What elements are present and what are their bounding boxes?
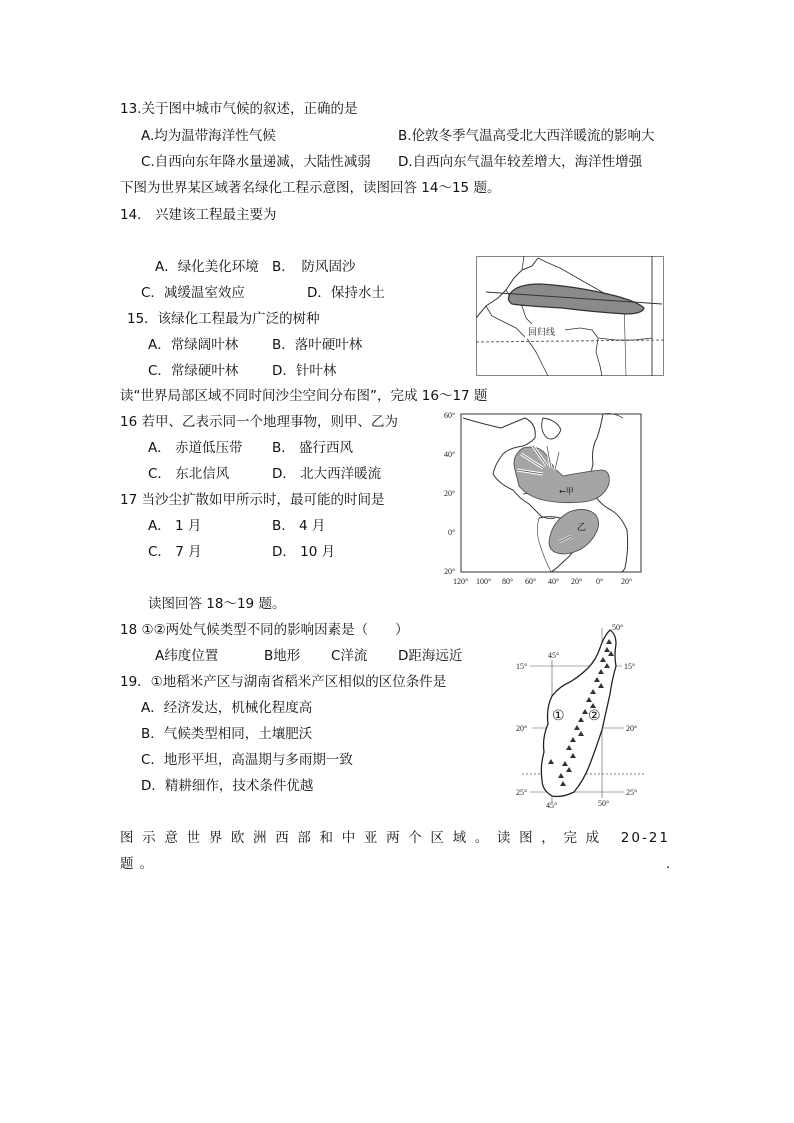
q18-option-a: A纬度位置	[155, 648, 219, 664]
intro-14-15: 下图为世界某区域著名绿化工程示意图，读图回答 14～15 题。	[120, 180, 501, 196]
lat-label: 25°	[516, 788, 528, 797]
tropic-label: 回归线	[528, 327, 556, 337]
q13-option-d: D.自西向东气温年较差增大，海洋性增强	[398, 154, 643, 170]
jia-label: ←甲	[559, 487, 574, 496]
q18-option-b: B地形	[264, 648, 301, 664]
q13-option-c: C.自西向东年降水量递减，大陆性减弱	[141, 154, 371, 170]
q17-stem: 17 当沙尘扩散如甲所示时，最可能的时间是	[120, 492, 385, 508]
lon-label: 20°	[621, 577, 633, 586]
q15-option-b: B．落叶硬叶林	[272, 337, 363, 353]
lat-label: 15°	[516, 662, 528, 671]
dust-map	[443, 408, 645, 588]
lon-label: 45°	[546, 801, 558, 810]
greenbelt-map	[476, 256, 664, 376]
lon-label: 45°	[548, 651, 560, 660]
q17-option-c: C． 7 月	[148, 544, 202, 560]
region-1-marker: ①	[552, 708, 565, 724]
q17-option-a: A． 1 月	[148, 518, 202, 534]
lat-label: 40°	[444, 450, 456, 459]
q15-option-a: A．常绿阔叶林	[148, 337, 239, 353]
q14-option-c: C．减缓温室效应	[141, 285, 245, 301]
lon-label: 80°	[502, 577, 514, 586]
intro-20-21-line2: 题。	[120, 856, 159, 872]
trailing-dot: .	[666, 856, 671, 872]
q13-stem: 13.关于图中城市气候的叙述，正确的是	[120, 101, 358, 117]
intro-18-19: 读图回答 18～19 题。	[148, 596, 286, 612]
q19-option-d: D．精耕细作，技术条件优越	[141, 778, 314, 794]
q15-stem: 15．该绿化工程最为广泛的树种	[127, 311, 320, 327]
q16-option-a: A． 赤道低压带	[148, 440, 243, 456]
lat-label: 0°	[448, 528, 456, 537]
q15-option-d: D．针叶林	[272, 363, 337, 379]
q18-stem: 18 ①②两处气候类型不同的影响因素是（ ）	[120, 622, 409, 638]
lat-label: 15°	[624, 662, 636, 671]
region-2-marker: ②	[588, 708, 601, 724]
lat-label: 20°	[444, 489, 456, 498]
lat-label: 20°	[626, 724, 638, 733]
lon-label: 60°	[525, 577, 537, 586]
q16-option-d: D． 北大西洋暖流	[272, 466, 382, 482]
q19-option-a: A．经济发达，机械化程度高	[141, 700, 313, 716]
q16-option-b: B． 盛行西风	[272, 440, 354, 456]
q17-option-d: D． 10 月	[272, 544, 336, 560]
madagascar-map	[512, 620, 652, 810]
lon-label: 50°	[598, 799, 610, 808]
q16-option-c: C． 东北信风	[148, 466, 230, 482]
q19-stem: 19．①地稻米产区与湖南省稻米产区相似的区位条件是	[120, 674, 447, 690]
lon-label: 120°	[453, 577, 469, 586]
lon-label: 0°	[596, 577, 604, 586]
q19-option-b: B．气候类型相同，土壤肥沃	[141, 726, 313, 742]
q18-option-c: C洋流	[331, 648, 368, 664]
lat-label: 60°	[444, 411, 456, 420]
lon-label: 100°	[476, 577, 492, 586]
q14-option-b: B． 防风固沙	[272, 259, 356, 275]
lon-label: 20°	[571, 577, 583, 586]
q14-stem: 14． 兴建该工程最主要为	[120, 207, 277, 223]
q13-option-b: B.伦敦冬季气温高受北大西洋暖流的影响大	[398, 128, 655, 144]
yi-label: 乙	[577, 523, 587, 533]
q18-option-d: D距海远近	[398, 648, 463, 664]
q16-stem: 16 若甲、乙表示同一个地理事物，则甲、乙为	[120, 414, 398, 430]
q13-option-a: A.均为温带海洋性气候	[141, 128, 276, 144]
q17-option-b: B． 4 月	[272, 518, 326, 534]
lat-label: 20°	[516, 724, 528, 733]
lon-label: 50°	[612, 623, 624, 632]
q14-option-d: D．保持水土	[307, 285, 385, 301]
intro-20-21-line1: 图示意世界欧洲西部和中亚两个区域。读图，完成 20-21	[120, 830, 670, 846]
q19-option-c: C．地形平坦，高温期与多雨期一致	[141, 752, 353, 768]
lon-label: 40°	[548, 577, 560, 586]
intro-16-17: 读“世界局部区域不同时间沙尘空间分布图”，完成 16～17 题	[120, 388, 488, 404]
q14-option-a: A．绿化美化环境	[155, 259, 259, 275]
lat-label: 20°	[444, 567, 456, 576]
q15-option-c: C．常绿硬叶林	[148, 363, 239, 379]
lat-label: 25°	[626, 788, 638, 797]
